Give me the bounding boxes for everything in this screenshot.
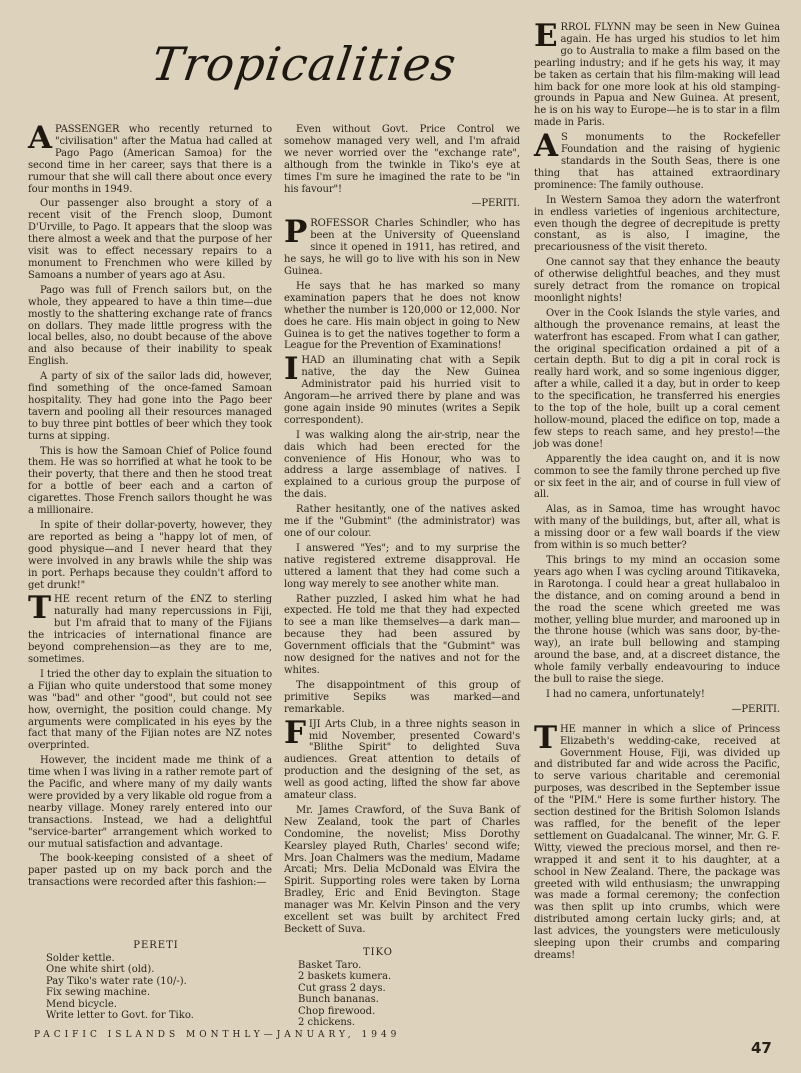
paragraph-text: A party of six of the sailor lads did, however, find something of the once-famed Samoan hospitality. They had gone into the Pago beer tavern and pooling all their resources managed to buy three pint bottles of beer which they took turns at sipping. [28,371,272,442]
article-paragraph [534,128,780,192]
page-number: 47 [751,1039,772,1057]
paragraph-text: RROL FLYNN may be seen in New Guinea again. He has urged his studios to let him go to Australia to make a film based on the pearling industry; and if he gets his way, it may be taken as certain that his film-making will lead him back for one more look at his old stamping-grounds in Papua and New Guinea. At present, he is on his way to Europe—he is to star in a film made in Paris. [534,22,780,129]
paragraph-text: S monuments to the Rockefeller Foundation and the raising of hygienic standards in the South Seas, there is one thing that has attained extraordinary prominence: The family outhouse. [534,132,780,191]
ledger-entry: Fix sewing machine. [46,987,151,998]
article-paragraph [284,351,520,426]
paragraph-text: Mr. James Crawford, of the Suva Bank of New Zealand, took the part of Charles Condomine, the novelist; Miss Dorothy Kearsley played Ruth, Charles' second wife; Mrs. Joan Chalmers was the medium, Madame Arcati; Mrs. Delia McDonald was Elvira the Spirit. Supporting roles were taken by Lorna Bradley, Eric and Enid Bevington. Stage manager was Mr. Kelvin Pinson and the very excellent set was built by architect Fred Beckett of Suva. [284,804,520,935]
article-paragraph [284,680,520,716]
paragraph-text: I had no camera, unfortunately! [546,688,705,700]
article-paragraph [284,594,520,677]
ledger-entry: Mend bicycle. [46,998,117,1010]
drop-cap: A [534,128,558,165]
signature: —PERITI. [471,198,520,210]
article-paragraph [28,520,272,591]
paragraph-text: Pago was full of French sailors but, on the whole, they appeared to have a thin time—due mostly to the shattering exchange rate of francs on dollars. They made little progress with the local belles, also, no doubt because of the above and also because of their inability to speak English. [28,284,272,368]
paragraph-text: In spite of their dollar-poverty, however, they are reported as being a "happy lot of men, of good physique—and I never heard that they were involved in any brawls while the ship was in port. Perhaps because they couldn't afford to get drunk!" [28,520,272,591]
column-middle [284,124,520,944]
ledger-entry: Cut grass 2 days. [298,982,386,994]
article-paragraph [28,446,272,517]
ledger-entry: Write letter to Govt. for Tiko. [46,1010,194,1021]
article-paragraph [284,214,520,278]
paragraph-text: Even without Govt. Price Control we somehow managed very well, and I'm afraid we never worried over the "exchange rate", although from the twinkle in Tiko's eye at times I'm sure he imagined the rate to be "in his favour"! [284,124,520,195]
paragraph-text: Our passenger also brought a story of a recent visit of the French sloop, Dumont D'Urville, to Pago. It appears that the sloop was there almost a week and that the purpose of her visit was to effect necessary repairs to a monument to Frenchmen who were killed by Samoans a number of years ago at Asu. [28,198,272,281]
paragraph-text: The book-keeping consisted of a sheet of paper pasted up on my back porch and the transactions were recorded after this fashion:— [28,853,272,889]
ledger-entry: Bunch bananas. [298,994,379,1005]
article-paragraph [534,454,780,502]
paragraph-text: Apparently the idea caught on, and it is now common to see the family throne perched up five or six feet in the air, and of course in full view of all. [534,453,780,501]
paragraph-text: IJI Arts Club, in a three nights season in mid November, presented Coward's "Blithe Spirit" to delighted Suva audiences. Great attention to details of production and the designing of the set, as well as good acting, lifted the show far above amateur class. [284,718,520,802]
drop-cap: F [284,714,306,751]
script-title [148,22,460,102]
running-footer: PACIFIC ISLANDS MONTHLY—JANUARY, 1949 [34,1030,401,1040]
drop-cap: E [534,18,558,54]
column-right [534,18,780,1032]
article-paragraph [534,689,780,701]
article-paragraph [284,281,520,352]
paragraph-text: Over in the Cook Islands the style varies, and although the provenance remains, at least the waterfront has escaped. From what I can gather, the original specification ordained a pit of a certain depth. But to dig a pit in coral rock is really hard work, and so some ingenious digger, after a while, called it a day, but in order to keep to the specification, he transferred his energies to the top of the hole, built up a coral cement hollow-mound, placed the edifice on top, made a few steps to reach same, and hey presto!—the job was done! [534,307,780,450]
ledger-rows [46,953,266,1022]
ledger-heading: PERETI [133,940,179,951]
drop-cap: T [534,719,557,756]
drop-cap: P [284,214,308,251]
column-left [28,120,272,944]
ledger-entry: Solder kettle. [46,952,115,964]
article-paragraph [28,198,272,281]
ledger-entry: Pay Tiko's water rate (10/-). [46,975,187,987]
title-text: Tropicalities [148,37,460,91]
signature: —PERITI. [731,703,780,715]
paragraph-text: ROFESSOR Charles Schindler, who has been at the University of Queensland since it opened in 1911, has retired, and he says, he will go to live with his son in New Guinea. [284,218,520,277]
ledger-peretti [46,940,266,1022]
paragraph-text: HAD an illuminating chat with a Sepik native, the day the New Guinea Administrator paid his hurried visit to Angoram—he arrived there by plane and was gone again inside 90 minutes (writes a Sepik correspondent). [284,355,520,426]
article-paragraph [534,308,780,451]
drop-cap: T [28,590,51,627]
article-paragraph [28,669,272,752]
article-paragraph [28,285,272,368]
article-paragraph [534,195,780,255]
article-paragraph [534,555,780,686]
paragraph-text: He says that he has marked so many examination papers that he does not know whether the number is 120,000 or 12,000. Nor does he care. His main object in going to New Guinea is to get the natives together to form a League for the Prevention of Examinations! [284,280,520,352]
paragraph-text: However, the incident made me think of a time when I was living in a rather remote part of the Pacific, and where many of my daily wants were provided by a very likable old rogue from a nearby village. Money rarely entered into our transactions. Instead, we had a delightful "service-barter" arrangement which worked to our mutual satisfaction and advantage. [28,755,272,850]
ledger-heading: TIKO [362,947,394,958]
paragraph-text: I was walking along the air-strip, near the dais which had been erected for the convenience of His Honour, who was to address a large assemblage of natives. I explained to a curious group the purpose of the dais. [284,429,520,501]
paragraph-text: Alas, as in Samoa, time has wrought havoc with many of the buildings, but, after all, what is a missing door or a few wall boards if the view from within is so much better? [534,504,780,552]
article-paragraph [284,430,520,501]
drop-cap: I [284,351,299,388]
article-paragraph [28,371,272,442]
article-paragraph [284,124,520,195]
paragraph-text: I answered "Yes"; and to my surprise the native registered extreme disapproval. He uttered a lament that they had come such a long way merely to see another white man. [284,542,520,590]
article-paragraph [28,120,272,195]
paragraph-text: The disappointment of this group of primitive Sepiks was marked—and remarkable. [284,679,520,715]
ledger-entry: Chop firewood. [298,1005,376,1017]
paragraph-text: This brings to my mind an occasion some years ago when I was cycling around Titikaveka, in Rarotonga. I could hear a great hullabaloo in the distance, and on coming around a bend in the road the scene which greeted me was mother, yelling blue murder, and marooned up in the throne house (which was sans door, by-the-way), an irate bull bellowing and stamping around the base, and, at a discreet distance, the whole family verbally endeavouring to induce the bull to raise the siege. [534,554,780,686]
paragraph-text: Rather puzzled, I asked him what he had expected. He told me that they had expected to see a man like themselves—a dark man—because they had been assured by Government officials that the "Gubmint" was now designed for the natives and not for the whites. [284,593,520,676]
ledger-entry: 2 baskets kumera. [298,971,392,982]
article-paragraph [534,257,780,305]
paragraph-text: HE recent return of the £NZ to sterling naturally had many repercussions in Fiji, but I'm afraid that to many of the Fijians the intricacies of international finance are beyond comprehension—as they are to me, sometimes. [28,594,272,665]
article-paragraph [534,504,780,552]
page-title [148,22,460,102]
article-paragraph [28,853,272,889]
paragraph-text: Rather hesitantly, one of the natives asked me if the "Gubmint" (the administrator) was one of our colour. [284,504,520,539]
ledger-entry: 2 chickens. [298,1017,356,1028]
ledger-entry: Basket Taro. [298,959,362,971]
paragraph-text: HE manner in which a slice of Princess Elizabeth's wedding-cake, received at Government House, Fiji, was divided up and distributed far and wide across the Pacific, to serve various charitable and ceremonial purposes, was described in the September issue of the "PIM." Here is some further history. The section destined for the British Solomon Islands was raffled, for the benefit of the leper settlement on Guadalcanal. The winner, Mr. G. F. Witty, viewed the precious morsel, and then re-wrapped it and sent it to his daughter, at a school in New Zealand. There, the package was greeted with wild enthusiasm; the unwrapping was made a formal ceremony; the confection was then split up into crumbs, which were distributed among certain lucky girls; and, at last advices, the youngsters were meticulously sleeping upon their crumbs and comparing dreams! [534,723,780,961]
article-paragraph [28,755,272,850]
paragraph-text: This is how the Samoan Chief of Police found them. He was so horrified at what he took to be their poverty, that there and then he stood treat for a bottle of beer each and a carton of cigarettes. Those French sailors thought he was a millionaire. [28,445,272,517]
paragraph-text: In Western Samoa they adorn the waterfront in endless varieties of ingenious architecture, even though the degree of decrepitude is pretty constant, as is also, I imagine, the precariousness of the visit thereto. [534,194,780,254]
paragraph-text: One cannot say that they enhance the beauty of otherwise delightful beaches, and they must surely detract from the romance on tropical moonlight nights! [534,257,780,304]
article-paragraph [284,504,520,540]
paragraph-text: PASSENGER who recently returned to "civilisation" after the Matua had called at Pago Pago (American Samoa) for the second time in her career, says that there is a rumour that she will call there about once every four months in 1949. [28,124,272,195]
ledger-rows [298,960,458,1029]
article-paragraph [534,18,780,129]
article-paragraph [534,719,780,962]
article-paragraph [284,805,520,936]
ledger-entry: One white shirt (old). [46,964,155,975]
paragraph-text: I tried the other day to explain the situation to a Fijian who quite understood that some money was "bad" and other "good", but could not see how, overnight, the position could change. My arguments were complicated in his eyes by the fact that many of the Fijian notes are NZ notes overprinted. [28,668,272,752]
article-paragraph [284,714,520,802]
drop-cap: A [28,120,52,156]
article-paragraph [284,543,520,591]
article-paragraph [28,590,272,665]
ledger-tiko [298,947,458,1029]
